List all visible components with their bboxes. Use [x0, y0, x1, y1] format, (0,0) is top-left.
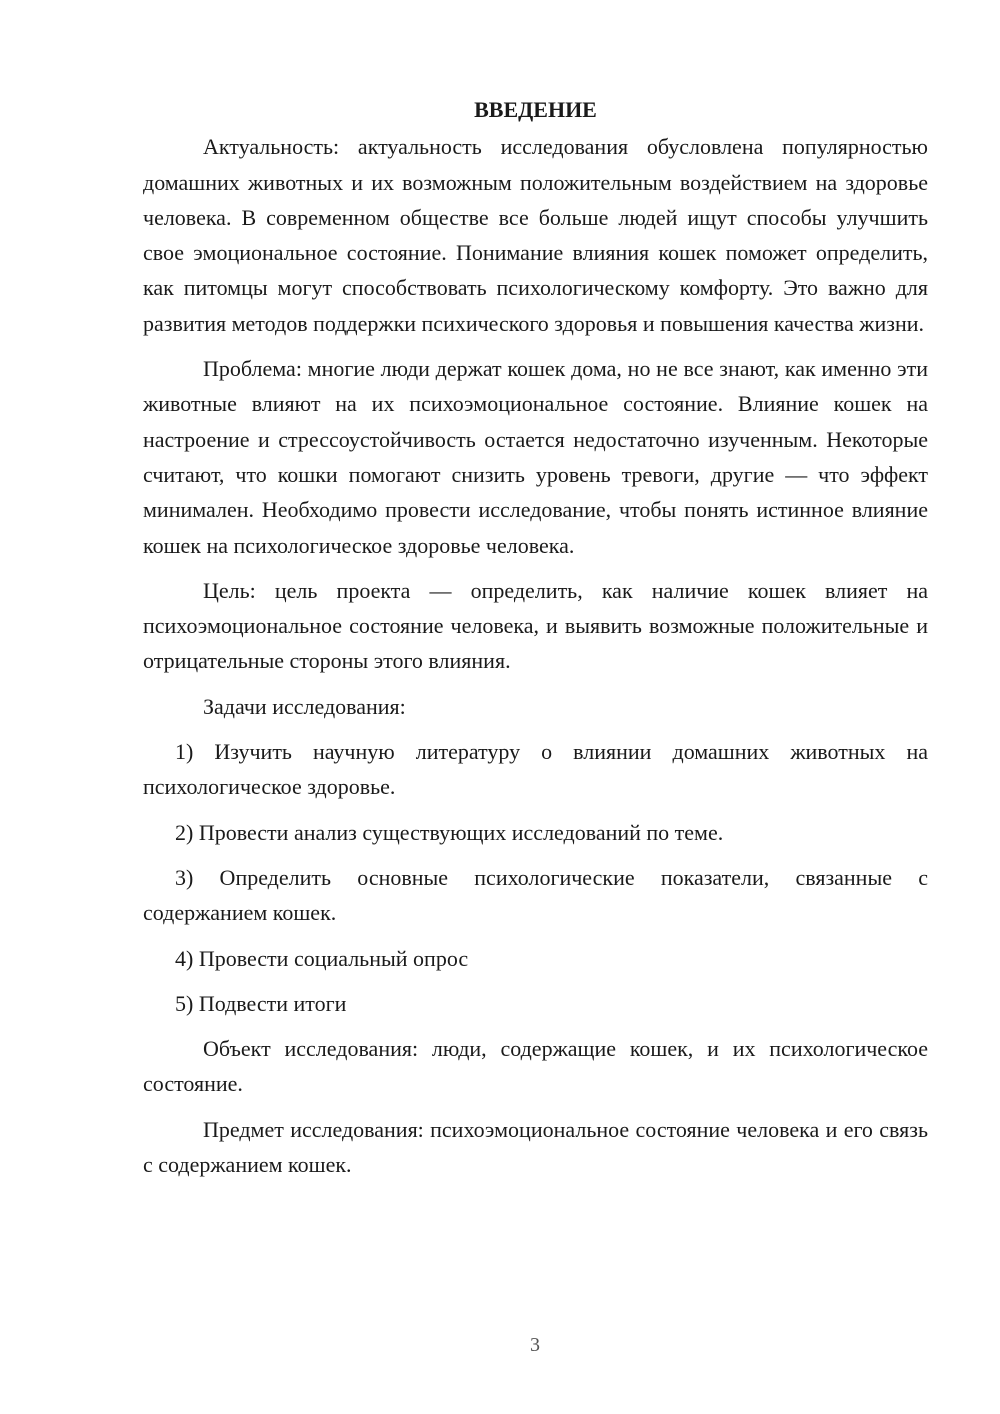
object-paragraph: Объект исследования: люди, содержащие кошек, и их психологическое состояние. — [143, 1036, 928, 1097]
subject-paragraph: Предмет исследования: психоэмоциональное состояние человека и его связь с содержанием кошек. — [143, 1116, 928, 1178]
page-number: 3 — [530, 1334, 540, 1356]
problem-paragraph: Проблема: многие люди держат кошек дома, но не все знают, как именно эти животные влияют на их психоэмоциональное состояние. Влияние кошек на настроение и стрессоустойчивость остается недостаточно изученным. Некоторые считают, что кошки помогают снизить уровень тревоги, другие — что эффект минимален. Необходимо провести исследование, чтобы понять истинное влияние кошек на психологическое здоровье человека. — [143, 356, 928, 558]
task-item: 3) Определить основные психологические показатели, связанные с содержанием кошек. — [143, 864, 928, 926]
goal-paragraph: Цель: цель проекта — определить, как наличие кошек влияет на психоэмоциональное состояние человека, и выявить возможные положительные и отрицательные стороны этого влияния. — [143, 577, 928, 674]
relevance-paragraph: Актуальность: актуальность исследования обусловлена популярностью домашних животных и их возможным положительным воздействием на здоровье человека. В современном обществе все больше людей ищут способы улучшить свое эмоциональное состояние. Понимание влияния кошек поможет определить, как питомцы могут способствовать психологическому комфорту. Это важно для развития методов поддержки психического здоровья и повышения качества жизни. — [143, 134, 928, 336]
tasks-heading: Задачи исследования: — [203, 693, 406, 719]
task-item: 5) Подвести итоги — [175, 990, 347, 1016]
task-item: 4) Провести социальный опрос — [175, 945, 469, 971]
page-content — [143, 92, 928, 1192]
task-item: 1) Изучить научную литературу о влиянии домашних животных на психологическое здоровье. — [143, 739, 928, 800]
page-title: ВВЕДЕНИЕ — [474, 97, 597, 122]
task-item: 2) Провести анализ существующих исследований по теме. — [175, 819, 724, 845]
